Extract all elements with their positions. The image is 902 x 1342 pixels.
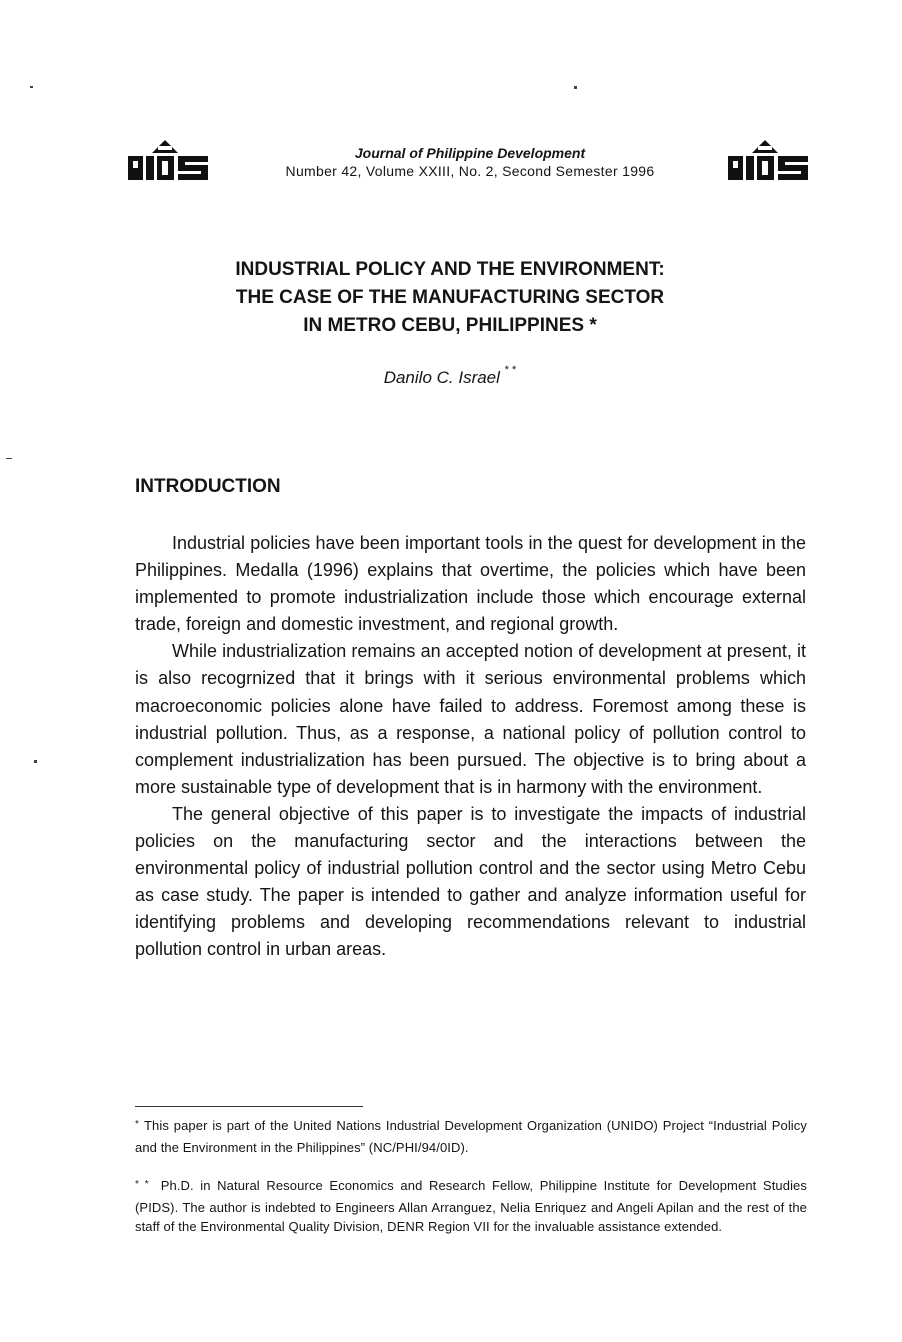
- body-text: [135, 530, 806, 964]
- author-footnote-mark: * *: [504, 364, 517, 376]
- paragraph: While industrialization remains an accepted notion of development at present, it is also recogrnized that it brings with it serious environmental problems which macroeconomic policies alone have failed to address. Foremost among these is industrial pollution. Thus, as a response, a national policy of pollution control to complement industrialization has been pursued. The objective is to bring about a more sustainable type of development that is in harmony with the environment.: [135, 641, 806, 797]
- footnote-2: [135, 1176, 807, 1237]
- scan-speck: [30, 86, 33, 88]
- footnote-divider: [135, 1106, 363, 1107]
- scan-speck: [574, 86, 577, 89]
- journal-title: Journal of Philippine Development: [354, 145, 586, 161]
- scan-speck: [6, 458, 12, 459]
- footnote-mark: *: [135, 1119, 139, 1130]
- title-line-3: IN METRO CEBU, PHILIPPINES *: [303, 315, 597, 336]
- title-line-1: INDUSTRIAL POLICY AND THE ENVIRONMENT:: [235, 259, 665, 280]
- footnote-text: Ph.D. in Natural Resource Economics and Research Fellow, Philippine Institute for Development Studies (PIDS). The author is indebted to Engineers Allan Arranguez, Nelia Enriquez and Angeli Apilan and the rest of the staff of the Environmental Quality Division, DENR Region VII for the invaluable assistance extended.: [135, 1178, 807, 1234]
- article-title: [150, 256, 750, 340]
- journal-issue: Number 42, Volume XXIII, No. 2, Second Semester 1996: [285, 163, 655, 179]
- pids-logo-right: [728, 138, 810, 182]
- footnote-1: [135, 1116, 807, 1157]
- author-name: Danilo C. Israel: [383, 368, 500, 387]
- section-heading: INTRODUCTION: [135, 476, 281, 497]
- title-line-2: THE CASE OF THE MANUFACTURING SECTOR: [235, 287, 665, 308]
- footnote-mark: * *: [135, 1179, 149, 1190]
- paragraph: Industrial policies have been important tools in the quest for development in the Philippines. Medalla (1996) explains that overtime, the policies which have been implemented to promote industrialization include those which encourage external trade, foreign and domestic investment, and regional growth.: [135, 533, 806, 635]
- footnote-text: This paper is part of the United Nations Industrial Development Organization (UNIDO) Project “Industrial Policy and the Environment in the Philippines” (NC/PHI/94/0ID).: [135, 1118, 807, 1155]
- author-line: [300, 364, 600, 388]
- scan-speck: [34, 760, 37, 763]
- pids-logo-left: [128, 138, 210, 182]
- journal-header: [220, 145, 720, 180]
- paragraph: The general objective of this paper is to investigate the impacts of industrial policies on the manufacturing sector and the interactions between the environmental policy of industrial pollution control and the sector using Metro Cebu as case study. The paper is intended to gather and analyze information useful for identifying problems and developing recommendations relevant to industrial pollution control in urban areas.: [135, 803, 806, 960]
